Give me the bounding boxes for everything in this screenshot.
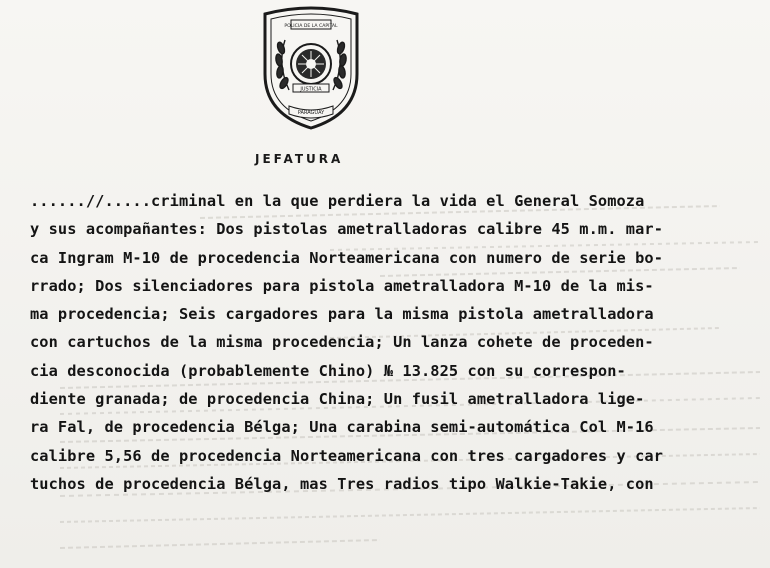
text-line: con cartuchos de la misma procedencia; Un lanza cohete de proceden- [30,333,654,352]
text-line: ca Ingram M-10 de procedencia Norteamericana con numero de serie bo- [30,248,664,267]
text-line: y sus acompañantes: Dos pistolas ametralladoras calibre 45 m.m. mar- [30,220,664,239]
seal-ribbon-text: JUSTICIA [300,86,322,93]
heading-jefatura: JEFATURA [255,152,344,166]
text-line: diente granada; de procedencia China; Un fusil ametralladora lige- [30,390,645,409]
seal-top-text: POLICIA DE LA CAPITAL [284,24,338,29]
text-line: rrado; Dos silenciadores para pistola ametralladora M-10 de la mis- [30,276,654,295]
text-line: tuchos de procedencia Bélga, mas Tres radios tipo Walkie-Takie, con [30,474,654,493]
text-line: cia desconocida (probablemente Chino) № 13.825 con su correspon- [30,361,626,380]
typed-body [30,187,760,498]
seal-bottom-text: PARAGUAY [297,110,325,116]
text-line: calibre 5,56 de procedencia Norteamericana con tres cargadores y car [30,446,664,465]
police-seal-emblem [255,4,367,132]
text-line: ra Fal, de procedencia Bélga; Una carabina semi-automática Col M-16 [30,418,654,437]
text-line: ma procedencia; Seis cargadores para la misma pistola ametralladora [30,305,654,324]
text-line: ......//.....criminal en la que perdiera la vida el General Somoza [30,192,645,210]
